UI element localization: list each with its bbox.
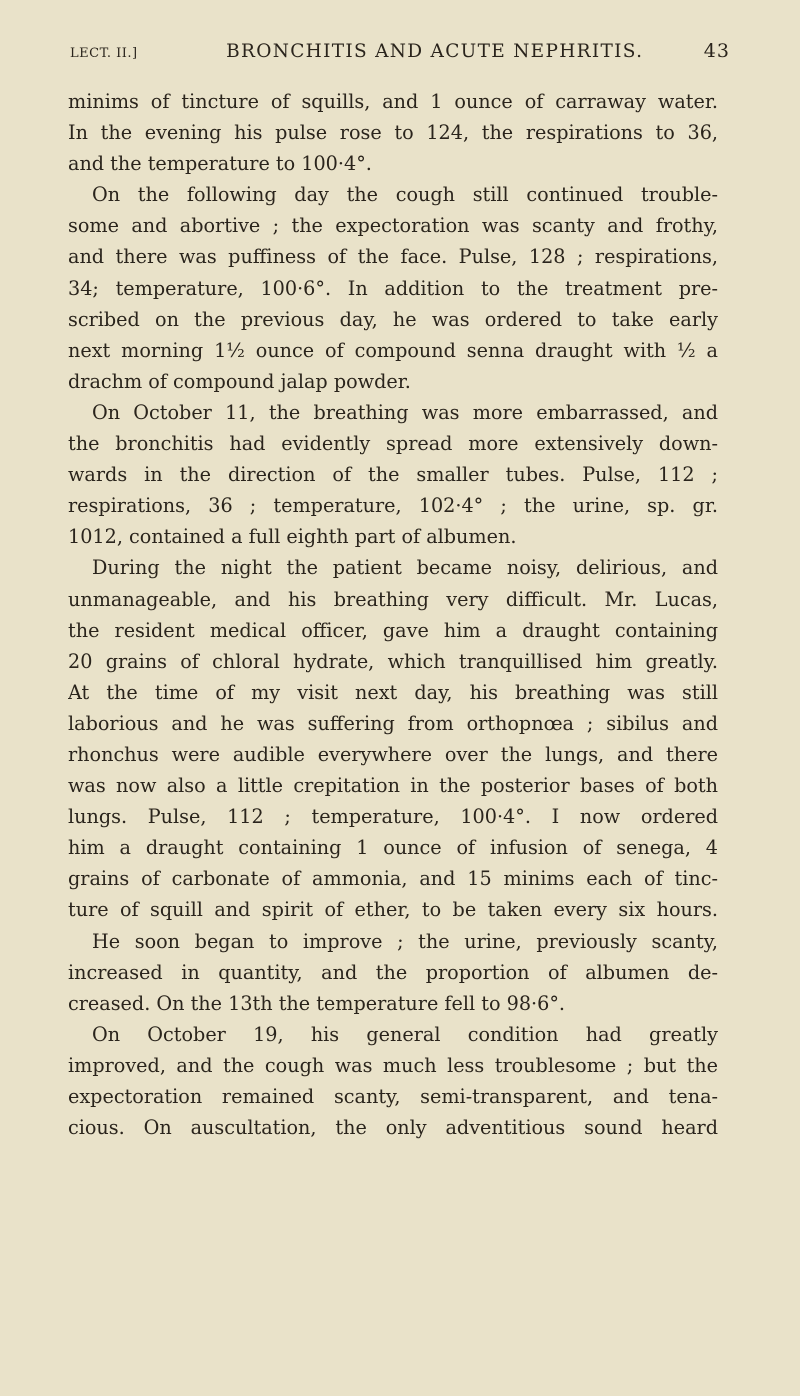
text-line: improved, and the cough was much less troublesome ; but the bbox=[68, 1053, 718, 1077]
text-line: ture of squill and spirit of ether, to be taken every six hours. bbox=[68, 898, 718, 922]
text-line: some and abortive ; the expectoration was scanty and frothy, bbox=[68, 214, 718, 238]
text-line: 1012, contained a full eighth part of albumen. bbox=[68, 525, 517, 549]
text-line: cious. On auscultation, the only adventitious sound heard bbox=[68, 1116, 718, 1140]
text-line: respirations, 36 ; temperature, 102·4° ; the urine, sp. gr. bbox=[68, 494, 718, 518]
text-line: grains of carbonate of ammonia, and 15 minims each of tinc- bbox=[68, 867, 718, 891]
text-line: drachm of compound jalap powder. bbox=[68, 369, 411, 393]
text-line: lungs. Pulse, 112 ; temperature, 100·4°. I now ordered bbox=[68, 805, 718, 829]
lecture-marker: LECT. II.] bbox=[70, 46, 138, 61]
text-line: and there was puffiness of the face. Pulse, 128 ; respirations, bbox=[68, 245, 718, 269]
text-line: He soon began to improve ; the urine, previously scanty, bbox=[92, 929, 718, 953]
text-line: increased in quantity, and the proportion of albumen de- bbox=[68, 960, 718, 984]
body-text bbox=[68, 86, 718, 1143]
text-line: wards in the direction of the smaller tubes. Pulse, 112 ; bbox=[68, 463, 718, 487]
page-number: 43 bbox=[703, 40, 730, 62]
text-line: creased. On the 13th the temperature fell to 98·6°. bbox=[68, 991, 566, 1015]
text-line: On October 11, the breathing was more embarrassed, and bbox=[92, 400, 718, 424]
text-line: next morning 1½ ounce of compound senna draught with ½ a bbox=[68, 338, 718, 362]
text-line: During the night the patient became noisy, delirious, and bbox=[92, 556, 718, 580]
text-line: rhonchus were audible everywhere over the lungs, and there bbox=[68, 742, 718, 766]
text-line: unmanageable, and his breathing very difficult. Mr. Lucas, bbox=[68, 587, 718, 611]
text-line: 34; temperature, 100·6°. In addition to the treatment pre- bbox=[68, 276, 718, 300]
text-line: the resident medical officer, gave him a draught containing bbox=[68, 618, 718, 642]
text-line: On the following day the cough still continued trouble- bbox=[92, 183, 718, 207]
running-header bbox=[70, 40, 730, 62]
text-line: laborious and he was suffering from orthopnœa ; sibilus and bbox=[68, 711, 718, 735]
text-line: him a draught containing 1 ounce of infusion of senega, 4 bbox=[68, 836, 718, 860]
text-line: 20 grains of chloral hydrate, which tranquillised him greatly. bbox=[68, 649, 718, 673]
text-line: and the temperature to 100·4°. bbox=[68, 152, 372, 176]
text-line: expectoration remained scanty, semi-transparent, and tena- bbox=[68, 1085, 718, 1108]
text-line: minims of tincture of squills, and 1 ounce of carraway water. bbox=[68, 90, 718, 113]
running-title: BRONCHITIS AND ACUTE NEPHRITIS. bbox=[226, 41, 644, 62]
text-line: At the time of my visit next day, his breathing was still bbox=[68, 680, 718, 704]
text-line: In the evening his pulse rose to 124, the respirations to 36, bbox=[68, 121, 718, 145]
text-line: was now also a little crepitation in the posterior bases of both bbox=[68, 774, 718, 798]
text-line: On October 19, his general condition had greatly bbox=[92, 1022, 718, 1046]
text-line: the bronchitis had evidently spread more extensively down- bbox=[68, 432, 718, 456]
text-line: scribed on the previous day, he was ordered to take early bbox=[68, 307, 718, 331]
